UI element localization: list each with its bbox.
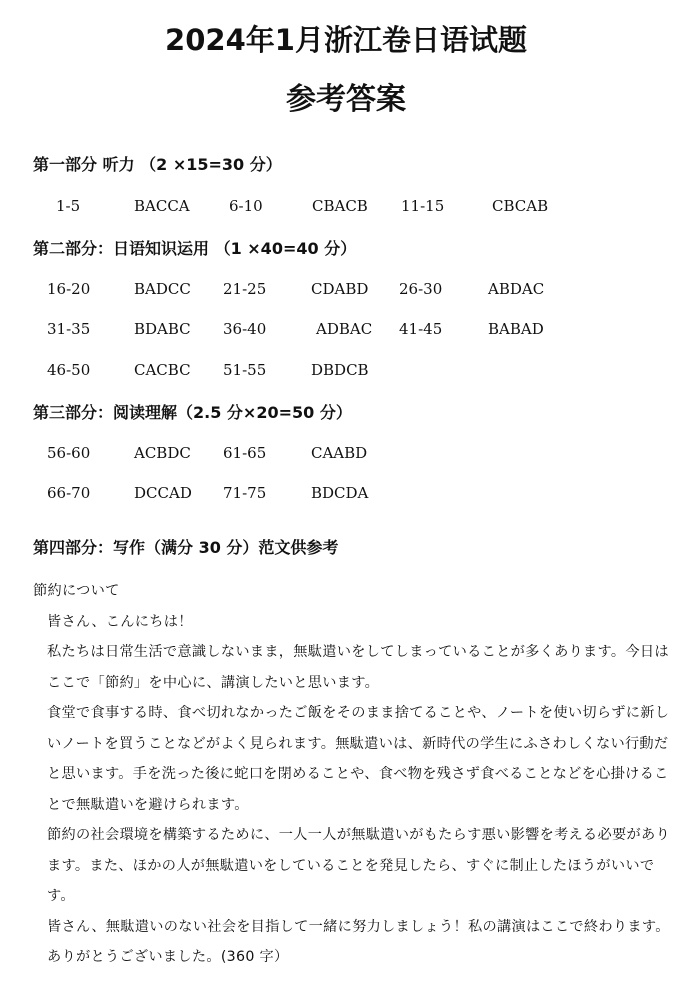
answer-key: CDABD [311, 280, 369, 298]
answer-key: ADBAC [316, 320, 373, 338]
question-range: 51-55 [223, 361, 267, 379]
essay-paragraph: 節約の社会環境を構築するために、一人一人が無駄遣いがもたらす悪い影響を考える必要があります。また、ほかの人が無駄遣いをしていることを発見したら、すぐに制止したほうがいいです。 [47, 827, 670, 904]
answer-key: BABAD [488, 320, 544, 338]
question-range: 36-40 [223, 320, 267, 338]
answer-key: DBDCB [311, 361, 369, 379]
essay-paragraph: 私たちは日常生活で意識しないまま，無駄遣いをしてしまっていることが多くあります。今日はここで「節約」を中心に、講演したいと思います。 [47, 644, 669, 691]
question-range: 11-15 [401, 197, 445, 215]
page-title: 2024年1月浙江卷日语试题 [165, 23, 527, 57]
answer-key: ACBDC [134, 444, 191, 462]
answer-key: BDABC [134, 320, 191, 338]
question-range: 41-45 [399, 320, 443, 338]
answer-key: BDCDA [311, 484, 369, 502]
answer-key: BADCC [134, 280, 191, 298]
question-range: 21-25 [223, 280, 267, 298]
answer-key: DCCAD [134, 484, 192, 502]
answer-key: BACCA [134, 197, 190, 215]
question-range: 16-20 [47, 280, 91, 298]
answer-key: CAABD [311, 444, 368, 462]
essay-title: 節約について [33, 583, 120, 599]
answer-key: CACBC [134, 361, 191, 379]
page-subtitle: 参考答案 [286, 82, 406, 117]
part2-heading: 第二部分：日语知识运用 （1 ×40=40 分） [33, 239, 357, 258]
part3-heading: 第三部分：阅读理解（2.5 分×20=50 分） [33, 403, 352, 422]
question-range: 66-70 [47, 484, 91, 502]
answer-key: CBCAB [492, 197, 549, 215]
part4-heading: 第四部分：写作（满分 30 分）范文供参考 [33, 538, 339, 557]
part1-heading: 第一部分 听力 （2 ×15=30 分） [33, 155, 282, 174]
question-range: 71-75 [223, 484, 267, 502]
question-range: 56-60 [47, 444, 91, 462]
model-essay [33, 576, 673, 973]
essay-paragraph: 皆さん、こんにちは！ [47, 613, 193, 630]
question-range: 26-30 [399, 280, 443, 298]
answer-key: CBACB [312, 197, 368, 215]
question-range: 61-65 [223, 444, 267, 462]
question-range: 1-5 [56, 197, 81, 215]
question-range: 46-50 [47, 361, 91, 379]
question-range: 31-35 [47, 320, 91, 338]
essay-paragraph: 皆さん、無駄遣いのない社会を目指して一緒に努力しましょう！私の講演はここで終わります。ありがとうございました。(360 字） [47, 918, 670, 965]
essay-paragraph: 食堂で食事する時、食べ切れなかったご飯をそのまま捨てることや、ノートを使い切らずに新しいノートを買うことなどがよく見られます。無駄遣いは、新時代の学生にふさわしくない行動だと思います。手を洗った後に蛇口を閉めることや、食べ物を残さず食べることなどを心掛けることで無駄遣いを避けられます。 [47, 705, 670, 813]
answer-key: ABDAC [488, 280, 545, 298]
question-range: 6-10 [229, 197, 263, 215]
